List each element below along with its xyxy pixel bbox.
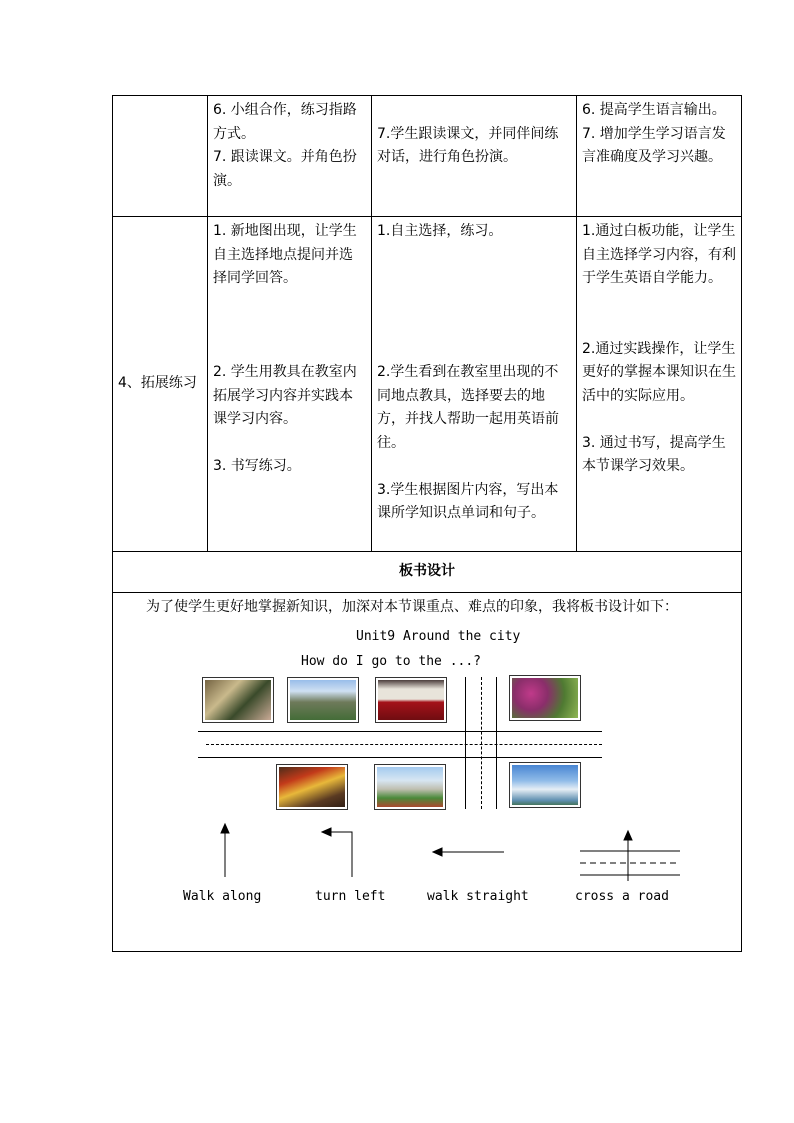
design-purpose-cell: 6. 提高学生语言输出。 7. 增加学生学习语言发言准确度及学习兴趣。 [577, 96, 742, 217]
student-activity-cell: 7.学生跟读课文，并同伴间练对话，进行角色扮演。 [372, 96, 577, 217]
walk-along-arrow-icon [221, 824, 229, 877]
table-row [113, 552, 742, 593]
board-intro-text: 为了使学生更好地掌握新知识，加深对本节课重点、难点的印象，我将板书设计如下： [146, 599, 678, 615]
lesson-plan-table [112, 95, 742, 952]
board-design-heading: 板书设计 [113, 552, 742, 593]
stage-cell [113, 96, 208, 217]
design-purpose-cell: 1.通过白板功能，让学生自主选择学习内容，有利于学生英语自学能力。 2.通过实践操作，让学生更好的掌握本课知识在生活中的实际应用。 3. 通过书写，提高学生本节课学习效果。 [577, 217, 742, 552]
teacher-activity-cell: 1. 新地图出现，让学生自主选择地点提问并选择同学回答。 2. 学生用教具在教室内拓展学习内容并实践本课学习内容。 3. 书写练习。 [208, 217, 372, 552]
walk-straight-label: walk straight [427, 889, 529, 904]
cross-road-label: cross a road [575, 889, 669, 904]
turn-left-label: turn left [315, 889, 386, 904]
walk-along-label: Walk along [183, 889, 262, 904]
table-row [113, 96, 742, 217]
turn-left-arrow-icon [322, 828, 352, 877]
student-activity-cell: 1.自主选择，练习。 2.学生看到在教室里出现的不同地点教具，选择要去的地方，并找人帮助一起用英语前往。 3.学生根据图片内容，写出本课所学知识点单词和句子。 [372, 217, 577, 552]
table-row [113, 593, 742, 952]
unit-title: Unit9 Around the city [356, 629, 521, 644]
walk-straight-arrow-icon [433, 848, 504, 856]
board-design-cell [113, 593, 742, 952]
question-text: How do I go to the ...? [301, 654, 482, 669]
blackboard-diagram [118, 619, 736, 951]
table-row [113, 217, 742, 552]
cross-road-icon [580, 831, 680, 881]
teacher-activity-cell: 6. 小组合作，练习指路方式。 7. 跟读课文。并角色扮演。 [208, 96, 372, 217]
stage-cell: 4、拓展练习 [113, 217, 208, 552]
